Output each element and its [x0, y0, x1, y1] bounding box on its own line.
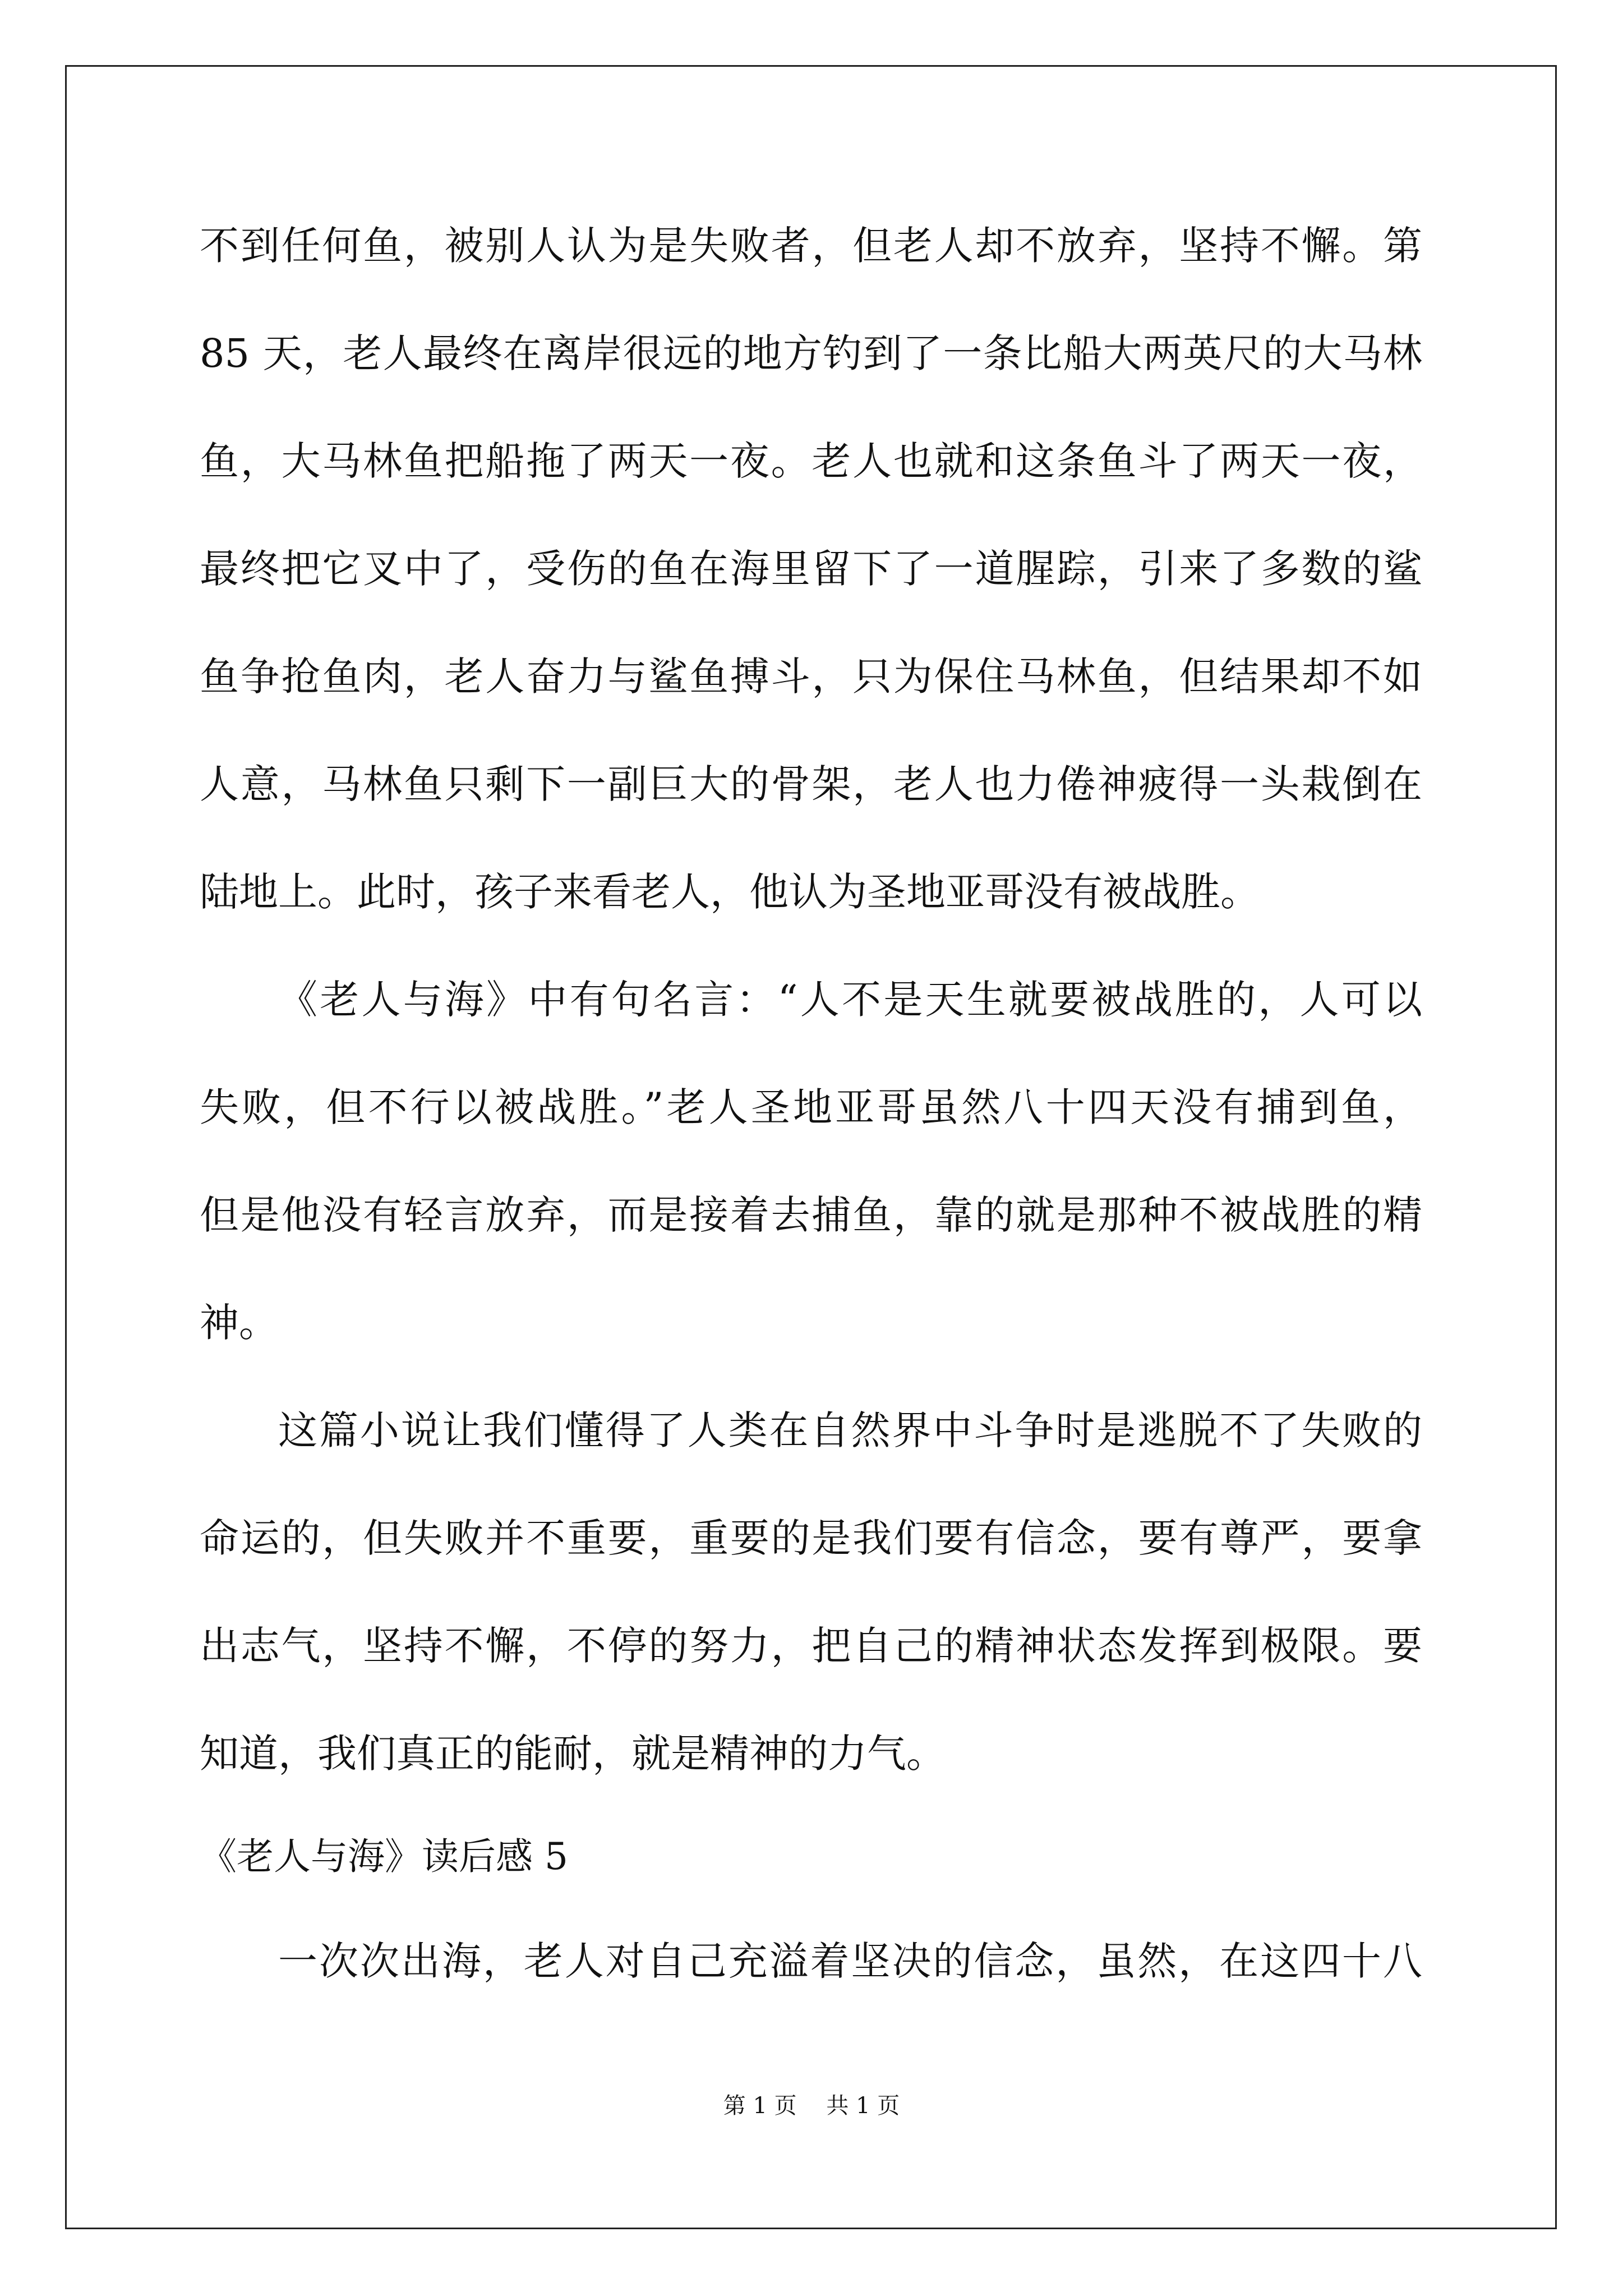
text-line: 人意，马林鱼只剩下一副巨大的骨架，老人也力倦神疲得一头栽倒在	[200, 761, 1422, 807]
text-line: 失败，但不行以被战胜。”老人圣地亚哥虽然八十四天没有捕到鱼，	[200, 1084, 1422, 1130]
text-line: 但是他没有轻言放弃，而是接着去捕鱼，靠的就是那种不被战胜的精	[200, 1192, 1422, 1238]
text-line: 85 天，老人最终在离岸很远的地方钓到了一条比船大两英尺的大马林	[200, 330, 1422, 376]
page-footer	[0, 2089, 1623, 2123]
page-number: 第 1 页	[723, 2093, 797, 2119]
page-count: 共 1 页	[826, 2093, 900, 2119]
paragraph-start: 一次次出海，老人对自己充溢着坚决的信念，虽然，在这四十八	[278, 1938, 1422, 1984]
text-line: 出志气，坚持不懈，不停的努力，把自己的精神状态发挥到极限。要	[200, 1623, 1422, 1669]
section-heading: 《老人与海》读后感 5	[200, 1835, 568, 1878]
text-line: 知道，我们真正的能耐，就是精神的力气。	[200, 1731, 946, 1777]
text-line: 神。	[200, 1300, 278, 1346]
text-line: 命运的，但失败并不重要，重要的是我们要有信念，要有尊严，要拿	[200, 1515, 1422, 1561]
text-line: 陆地上。此时，孩子来看老人，他认为圣地亚哥没有被战胜。	[200, 869, 1260, 915]
text-line: 不到任何鱼，被别人认为是失败者，但老人却不放弃，坚持不懈。第	[200, 223, 1422, 269]
text-line: 鱼争抢鱼肉，老人奋力与鲨鱼搏斗，只为保住马林鱼，但结果却不如	[200, 654, 1422, 700]
paragraph-start: 这篇小说让我们懂得了人类在自然界中斗争时是逃脱不了失败的	[278, 1407, 1422, 1453]
text-line: 最终把它叉中了，受伤的鱼在海里留下了一道腥踪，引来了多数的鲨	[200, 546, 1422, 592]
text-line: 鱼，大马林鱼把船拖了两天一夜。老人也就和这条鱼斗了两天一夜，	[200, 438, 1422, 484]
page-border	[65, 65, 1557, 2229]
paragraph-start: 《老人与海》中有句名言：“人不是天生就要被战胜的，人可以	[278, 977, 1422, 1023]
